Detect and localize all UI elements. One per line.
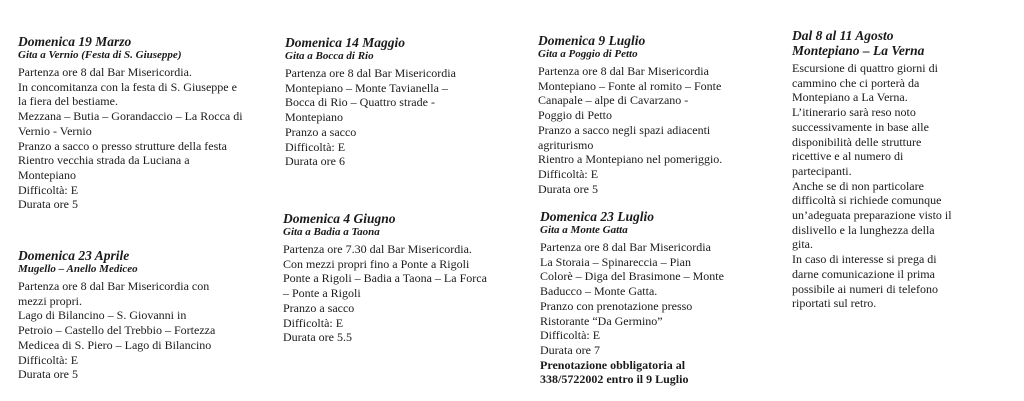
event-line: Canapale – alpe di Cavarzano - <box>538 93 689 108</box>
event-line: Poggio di Petto <box>538 108 613 123</box>
event-line: Anche se di non particolare <box>792 178 924 193</box>
event-subtitle: Gita a Bocca di Rio <box>285 50 374 62</box>
event-23-aprile <box>18 248 215 382</box>
event-line: disponibilità delle strutture <box>792 134 922 149</box>
event-line: Rientro a Montepiano nel pomeriggio. <box>538 152 723 167</box>
event-line: Pranzo a sacco o presso strutture della festa <box>18 138 227 153</box>
booking-notice: Prenotazione obbligatoria al <box>540 357 686 372</box>
event-4-giugno <box>283 211 487 345</box>
event-line: L’itinerario sarà reso noto <box>792 105 916 120</box>
event-line: agriturismo <box>538 137 594 152</box>
event-line: difficoltà si richiede comunque <box>792 193 942 208</box>
event-line: Pranzo a sacco <box>283 300 355 315</box>
event-subtitle: Mugello – Anello Mediceo <box>18 263 138 275</box>
event-title: Domenica 19 Marzo <box>18 34 132 49</box>
event-line: Ponte a Rigoli – Badia a Taona – La Forca <box>283 271 487 286</box>
event-line: Difficoltà: E <box>18 352 79 367</box>
event-line: un’adeguata preparazione visto il <box>792 208 952 223</box>
event-line: Vernio - Vernio <box>18 123 92 138</box>
event-line: Medicea di S. Piero – Lago di Bilancino <box>18 337 212 352</box>
event-19-marzo <box>18 34 243 212</box>
event-line: mezzi propri. <box>18 293 82 308</box>
event-subtitle: Montepiano – La Verna <box>792 43 925 58</box>
event-line: Partenza ore 8 dal Bar Misericordia <box>540 240 711 254</box>
event-line: Durata ore 5 <box>18 367 78 382</box>
event-14-maggio <box>285 35 456 169</box>
event-line: Difficoltà: E <box>540 328 601 343</box>
event-line: dislivello e la lunghezza della <box>792 222 935 237</box>
event-23-luglio <box>540 209 724 387</box>
event-line: Durata ore 7 <box>540 342 600 357</box>
event-line: successivamente in base alle <box>792 119 929 134</box>
event-title: Domenica 4 Giugno <box>283 211 396 226</box>
event-8-11-agosto <box>792 28 952 311</box>
event-line: Montepiano <box>285 110 343 125</box>
event-line: Difficoltà: E <box>538 166 599 181</box>
event-title: Domenica 14 Maggio <box>285 35 405 50</box>
event-line: Partenza ore 8 dal Bar Misericordia <box>538 64 709 78</box>
event-line: Montepiano – Fonte al romito – Fonte <box>538 78 722 93</box>
event-line: ricettive e al numero di <box>792 149 904 164</box>
event-line: cammino che ci porterà da <box>792 75 920 90</box>
event-line: Partenza ore 8 dal Bar Misericordia. <box>18 65 192 79</box>
event-line: Montepiano a La Verna. <box>792 90 908 105</box>
event-subtitle: Gita a Poggio di Petto <box>538 48 638 60</box>
event-subtitle: Gita a Vernio (Festa di S. Giuseppe) <box>18 49 182 61</box>
event-line: gita. <box>792 237 813 252</box>
event-line: riportati sul retro. <box>792 296 877 311</box>
event-line: Difficoltà: E <box>283 315 344 330</box>
event-title: Domenica 23 Luglio <box>540 209 654 224</box>
event-line: In caso di interesse si prega di <box>792 252 937 267</box>
event-line: possibile ai numeri di telefono <box>792 281 938 296</box>
event-line: – Ponte a Rigoli <box>283 286 361 301</box>
event-line: darne comunicazione il prima <box>792 266 935 281</box>
event-line: Difficoltà: E <box>18 182 79 197</box>
event-line: Durata ore 6 <box>285 154 345 169</box>
event-line: Petroio – Castello del Trebbio – Fortezza <box>18 323 216 338</box>
event-line: Lago di Bilancino – S. Giovanni in <box>18 308 187 323</box>
booking-phone-deadline: 338/5722002 entro il 9 Luglio <box>540 372 689 387</box>
event-subtitle: Gita a Badia a Taona <box>283 226 380 238</box>
event-line: In concomitanza con la festa di S. Giuseppe e <box>18 79 237 94</box>
event-subtitle: Gita a Monte Gatta <box>540 224 628 236</box>
event-line: Bocca di Rio – Quattro strade - <box>285 95 435 110</box>
event-line: Durata ore 5 <box>538 181 598 196</box>
event-line: Partenza ore 8 dal Bar Misericordia con <box>18 279 210 293</box>
event-line: Montepiano <box>18 167 76 182</box>
event-title: Dal 8 al 11 Agosto <box>792 28 894 43</box>
event-line: Difficoltà: E <box>285 139 346 154</box>
event-line: La Storaia – Spinareccia – Pian <box>540 254 691 269</box>
event-title: Domenica 23 Aprile <box>18 248 130 263</box>
event-line: Escursione di quattro giorni di <box>792 61 938 75</box>
event-line: Durata ore 5 <box>18 197 78 212</box>
event-line: Partenza ore 8 dal Bar Misericordia <box>285 66 456 80</box>
event-line: la fiera del bestiame. <box>18 94 118 109</box>
event-line: partecipanti. <box>792 163 852 178</box>
event-line: Mezzana – Butia – Gorandaccio – La Rocca di <box>18 109 243 124</box>
event-line: Pranzo a sacco negli spazi adiacenti <box>538 122 711 137</box>
event-line: Montepiano – Monte Tavianella – <box>285 80 448 95</box>
event-line: Baducco – Monte Gatta. <box>540 284 658 299</box>
event-line: Rientro vecchia strada da Luciana a <box>18 153 190 168</box>
event-line: Pranzo con prenotazione presso <box>540 298 693 313</box>
event-line: Con mezzi propri fino a Ponte a Rigoli <box>283 256 470 271</box>
event-line: Durata ore 5.5 <box>283 330 352 345</box>
event-title: Domenica 9 Luglio <box>538 33 646 48</box>
event-9-luglio <box>538 33 722 196</box>
event-line: Pranzo a sacco <box>285 124 357 139</box>
event-line: Ristorante “Da Germino” <box>540 313 663 328</box>
event-line: Colorè – Diga del Brasimone – Monte <box>540 269 724 284</box>
event-line: Partenza ore 7.30 dal Bar Misericordia. <box>283 242 472 256</box>
